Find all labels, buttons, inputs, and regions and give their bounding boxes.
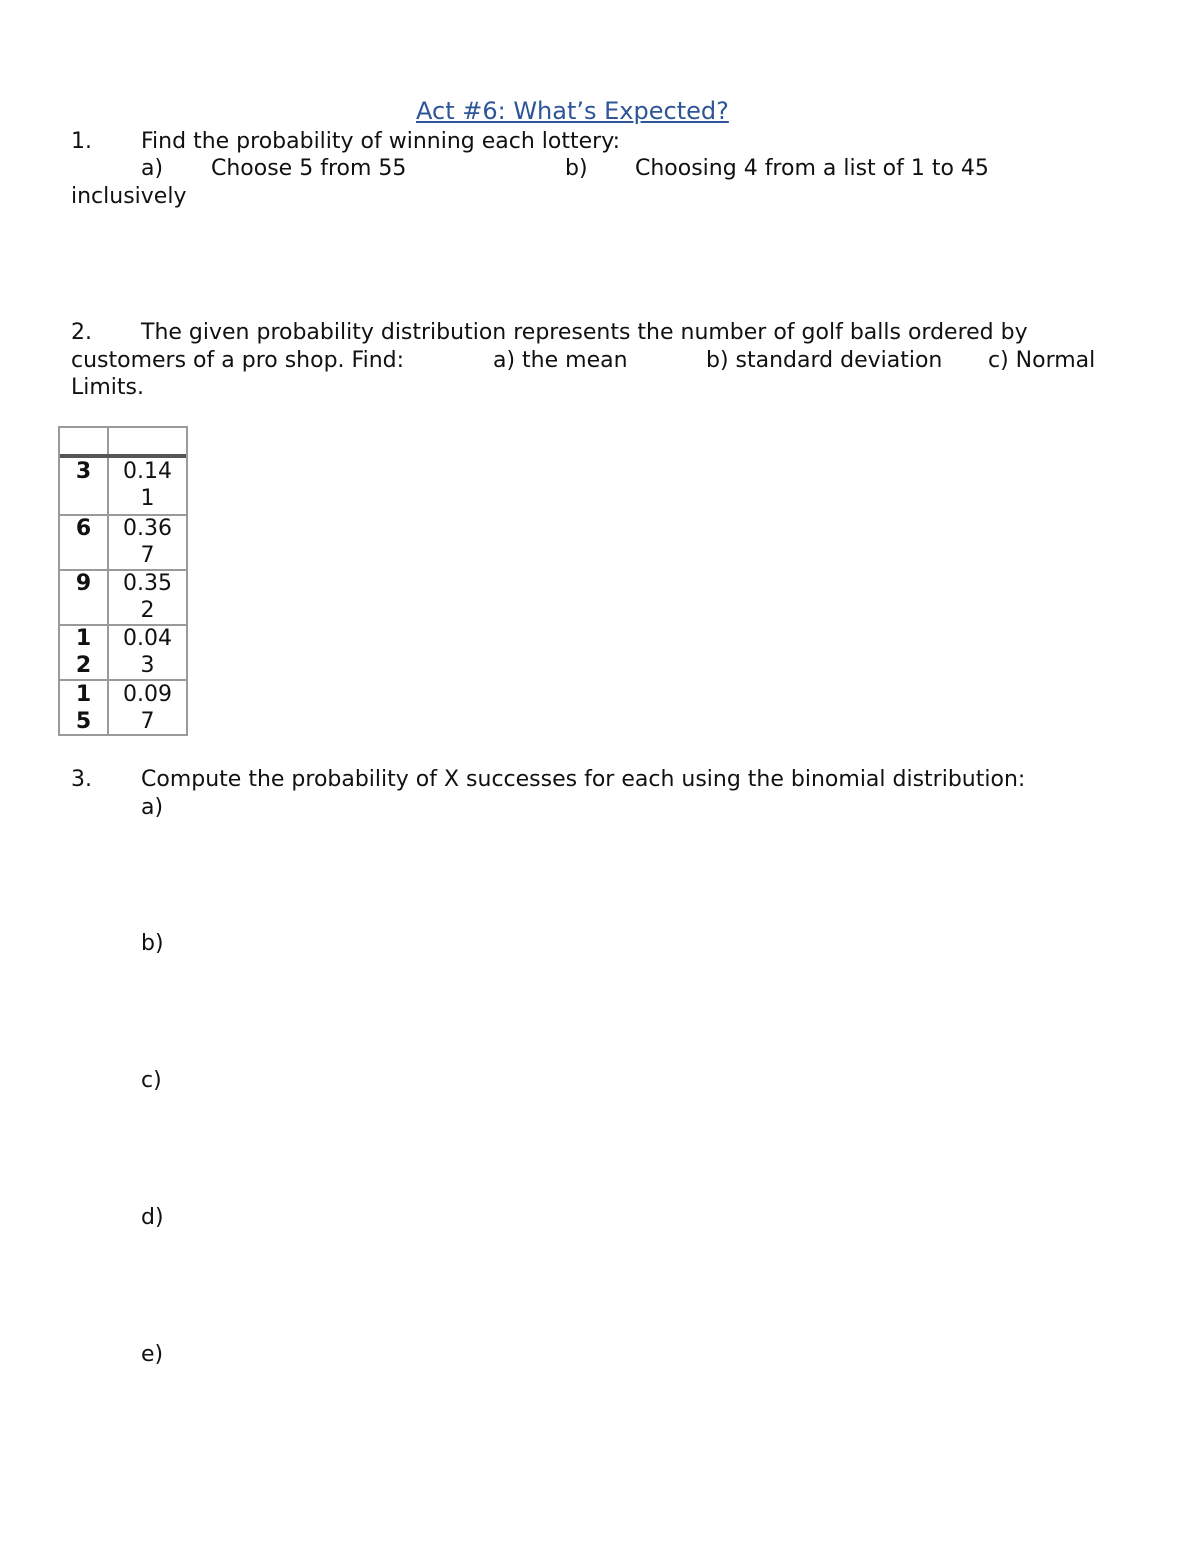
q1-b-continuation: inclusively (71, 184, 187, 209)
q1-a-text: Choose 5 from 55 (211, 156, 407, 181)
q2-number: 2. (71, 320, 92, 345)
table-x-cell: 2 (75, 653, 92, 678)
table-x-cell: 1 (75, 626, 92, 651)
q1-a-label: a) (141, 156, 164, 181)
q2-line3: Limits. (71, 375, 144, 400)
q2-line1: The given probability distribution represents the number of golf balls ordered by (141, 320, 1028, 345)
q3-part-d: d) (141, 1205, 164, 1230)
distribution-table (58, 426, 188, 736)
table-p-cell: 0.14 (123, 459, 172, 484)
table-x-cell: 5 (75, 709, 92, 734)
table-p-cell: 1 (140, 486, 155, 511)
q3-text: Compute the probability of X successes for each using the binomial distribution: (141, 767, 1026, 792)
q2-part-a: a) the mean (493, 348, 628, 373)
table-x-cell: 9 (75, 571, 92, 596)
q1-text: Find the probability of winning each lottery: (141, 129, 621, 154)
table-p-cell: 7 (140, 709, 155, 734)
table-p-cell: 3 (140, 653, 155, 678)
table-p-cell: 0.36 (123, 516, 172, 541)
table-p-cell: 0.04 (123, 626, 172, 651)
table-p-cell: 0.09 (123, 682, 172, 707)
table-x-cell: 1 (75, 682, 92, 707)
page-title: Act #6: What’s Expected? (416, 97, 729, 125)
q2-part-b: b) standard deviation (706, 348, 943, 373)
table-x-cell: 6 (75, 516, 92, 541)
q2-line2: customers of a pro shop. Find: (71, 348, 405, 373)
q3-number: 3. (71, 767, 92, 792)
q1-b-text: Choosing 4 from a list of 1 to 45 (635, 156, 989, 181)
table-x-cell: 3 (75, 459, 92, 484)
q3-part-b: b) (141, 931, 164, 956)
q2-part-c: c) Normal (988, 348, 1096, 373)
table-p-cell: 2 (140, 598, 155, 623)
q1-number: 1. (71, 129, 92, 154)
q3-part-c: c) (141, 1068, 162, 1093)
q3-part-e: e) (141, 1342, 164, 1367)
table-p-cell: 7 (140, 543, 155, 568)
q1-b-label: b) (565, 156, 588, 181)
q3-part-a: a) (141, 795, 164, 820)
table-p-cell: 0.35 (123, 571, 172, 596)
